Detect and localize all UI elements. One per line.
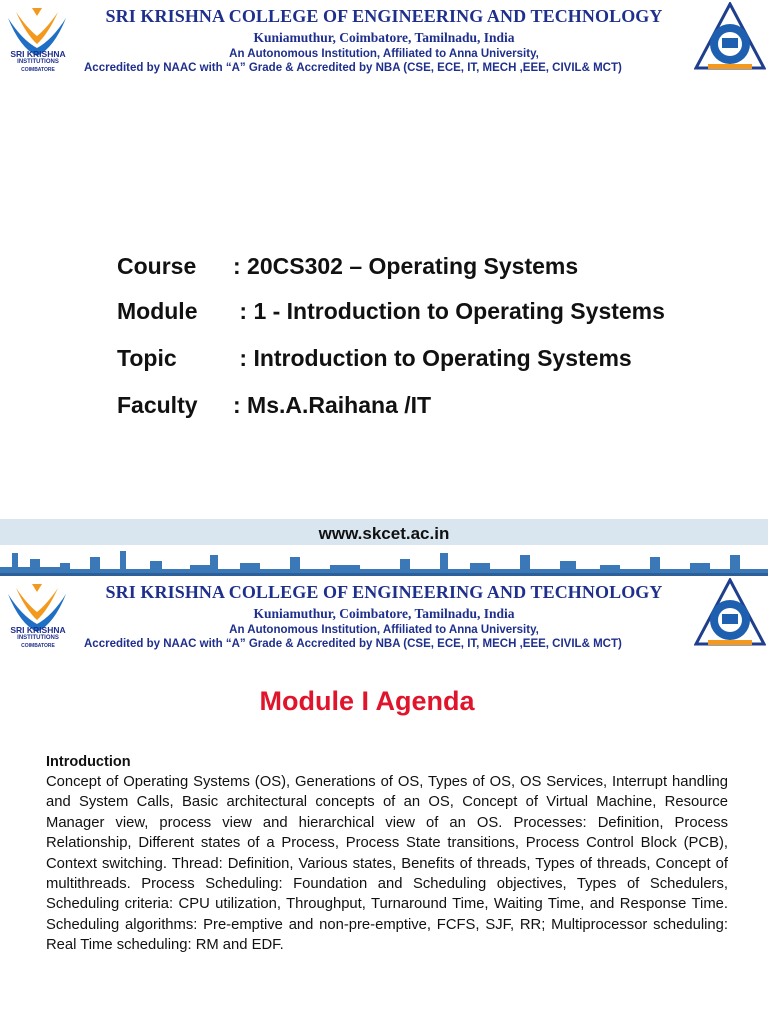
college-affiliation: An Autonomous Institution, Affiliated to Anna University, <box>229 624 539 636</box>
college-emblem-icon <box>694 578 766 650</box>
college-emblem-icon <box>694 2 766 74</box>
course-value: : 20CS302 – Operating Systems <box>233 253 579 279</box>
agenda-title: Module I Agenda <box>259 686 475 716</box>
faculty-row <box>117 392 431 419</box>
college-location: Kuniamuthur, Coimbatore, Tamilnadu, India <box>253 606 515 621</box>
college-accreditation: Accredited by NAAC with “A” Grade & Accredited by NBA (CSE, ECE, IT, MECH ,EEE, CIVIL& MCT) <box>84 638 622 650</box>
course-row <box>117 253 578 280</box>
section-heading: Introduction <box>46 754 131 770</box>
topic-label: Topic <box>117 345 177 371</box>
module-label: Module <box>117 298 198 324</box>
faculty-label: Faculty <box>117 392 198 418</box>
module-value: : 1 - Introduction to Operating Systems <box>233 298 665 324</box>
footer-band <box>0 519 768 576</box>
syllabus-paragraph: Concept of Operating Systems (OS), Generations of OS, Types of OS, OS Services, Interrupt handling and System Calls, Basic architectural concepts of an OS, Concept of Virtual Machine, Resource Manager view, process view and hierarchical view of an OS. Processes: Definition, Process Relationship, Different states of a Process, Process State transitions, Process Control Block (PCB), Context switching. Thread: Definition, Various states, Benefits of threads, Types of threads, Concept of multithreads. Process Scheduling: Foundation and Scheduling objectives, Types of Schedulers, Scheduling criteria: CPU utilization, Throughput, Turnaround Time, Waiting Time, and Response Time. Scheduling algorithms: Pre-emptive and non-pre-emptive, FCFS, SJF, RR; Multiprocessor scheduling: Real Time scheduling: RM and EDF. <box>46 774 728 954</box>
topic-row <box>117 345 632 372</box>
college-affiliation: An Autonomous Institution, Affiliated to Anna University, <box>229 48 539 60</box>
course-label: Course <box>117 253 197 279</box>
logo-caption: SRI KRISHNA INSTITUTIONS COIMBATORE <box>10 625 66 649</box>
college-accreditation: Accredited by NAAC with “A” Grade & Accredited by NBA (CSE, ECE, IT, MECH ,EEE, CIVIL& MCT) <box>84 62 622 74</box>
college-name: SRI KRISHNA COLLEGE OF ENGINEERING AND TECHNOLOGY <box>105 582 663 602</box>
agenda-slide <box>0 576 768 1024</box>
college-name: SRI KRISHNA COLLEGE OF ENGINEERING AND TECHNOLOGY <box>105 6 663 26</box>
logo-caption: SRI KRISHNA INSTITUTIONS COIMBATORE <box>10 49 66 73</box>
college-header <box>0 576 768 656</box>
city-skyline-icon <box>0 545 768 576</box>
module-row <box>117 298 665 325</box>
website-url: www.skcet.ac.in <box>318 524 450 543</box>
faculty-value: : Ms.A.Raihana /IT <box>233 392 432 418</box>
topic-value: : Introduction to Operating Systems <box>233 345 632 371</box>
college-location: Kuniamuthur, Coimbatore, Tamilnadu, India <box>253 30 515 45</box>
college-header <box>0 0 768 80</box>
